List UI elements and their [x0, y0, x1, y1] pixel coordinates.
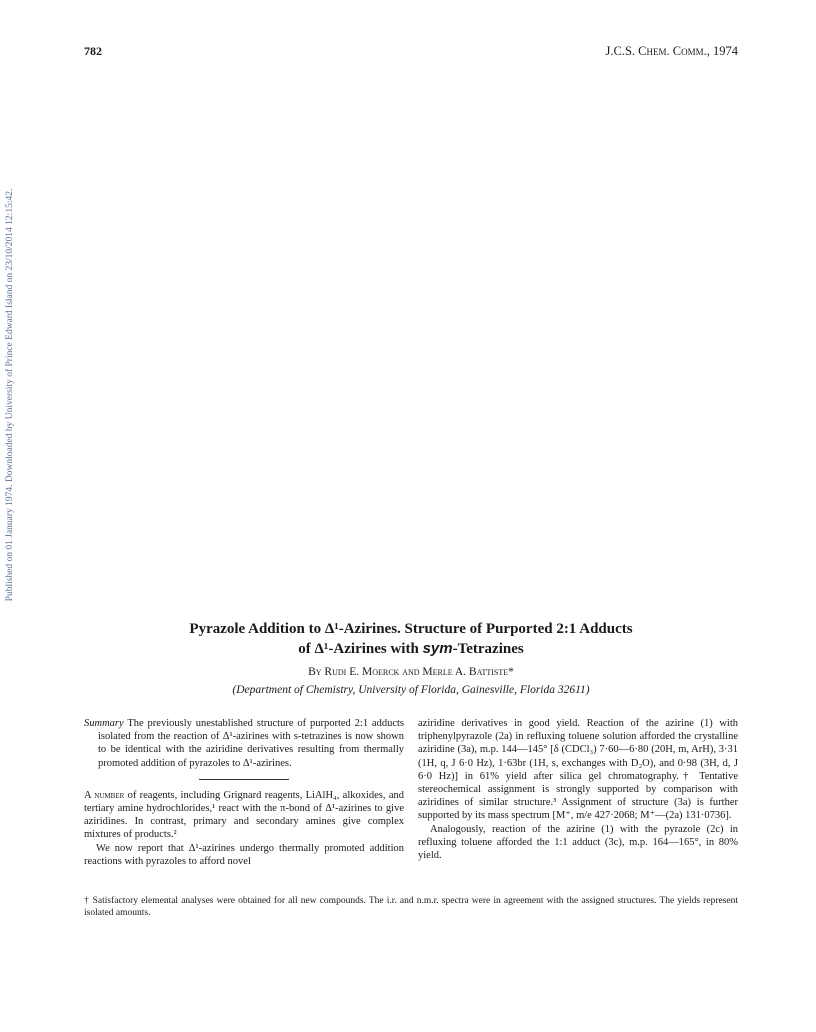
- summary-text: The previously unestablished structure of purported 2:1 adducts isolated from the reaction of Δ¹-azirines with s-tetrazines is now shown to be identical with the aziridine derivatives resulting from thermally promoted addition of pyrazoles to Δ¹-azirines.: [98, 718, 405, 769]
- title-sym: sym: [422, 640, 453, 657]
- title-line-2-prefix: of Δ¹-Azirines with: [298, 641, 423, 657]
- left-column: [84, 717, 404, 868]
- article-title: [84, 620, 738, 659]
- footnote: † Satisfactory elemental analyses were obtained for all new compounds. The i.r. and n.m.r. spectra were in agreement with the assigned structures. The yields represent isolated amounts.: [84, 896, 738, 918]
- body-paragraph-2: We now report that Δ¹-azirines undergo thermally promoted addition reactions with pyrazoles to afford novel: [84, 842, 404, 867]
- author-byline: By Rudi E. Moerck and Merle A. Battiste*: [308, 666, 514, 678]
- summary-paragraph: [84, 717, 404, 770]
- body-paragraph-1: [84, 789, 404, 842]
- section-divider: [199, 779, 289, 780]
- page-number: 782: [84, 44, 102, 58]
- title-line-1: Pyrazole Addition to Δ¹-Azirines. Structure of Purported 2:1 Adducts: [189, 621, 633, 637]
- author-affiliation: (Department of Chemistry, University of Florida, Gainesville, Florida 32611): [232, 684, 590, 696]
- title-line-2: [84, 639, 738, 659]
- paragraph-lead: A number: [84, 789, 125, 801]
- body-paragraph-4: Analogously, reaction of the azirine (1) with the pyrazole (2c) in refluxing toluene afforded the 1:1 adduct (3c), m.p. 164—165°, in 80% yield.: [418, 823, 738, 862]
- title-line-2-suffix: -Tetrazines: [452, 641, 524, 657]
- publication-sidebar-note: [2, 160, 18, 630]
- paragraph-1-text: of reagents, including Grignard reagents, LiAlH₄, alkoxides, and tertiary amine hydrochlorides,¹ react with the π-bond of Δ¹-azirines to give aziridines. In contrast, primary and secondary amines give complex mixtures of products.²: [84, 789, 404, 841]
- sidebar-link-text[interactable]: Published on 01 January 1974. Downloaded by University of Prince Edward Island on 23/10/2014 12:15:42.: [5, 188, 15, 602]
- summary-label: Summary: [84, 718, 124, 729]
- body-paragraph-3: aziridine derivatives in good yield. Reaction of the azirine (1) with triphenylpyrazole (2a) in refluxing toluene solution afforded the crystalline aziridine (3a), m.p. 144—145° [δ (CDCl₃) 7·60—6·80 (20H, m, ArH), 3·31 (1H, q, J 6·0 Hz), 1·63br (1H, s, exchanges with D₂O), and 0·98 (3H, d, J 6·0 Hz)] in 61% yield after silica gel chromatography.† Tentative stereochemical assignment is strongly supported by comparison with aziridines of similar structure.³ Assignment of structure (3a) is further supported by its mass spectrum [M⁺, m/e 427·2068; M⁺—(2a) 131·0736].: [418, 718, 738, 822]
- page-header: [84, 44, 738, 60]
- journal-reference: J.C.S. Chem. Comm., 1974: [605, 44, 738, 58]
- right-column: [418, 717, 738, 862]
